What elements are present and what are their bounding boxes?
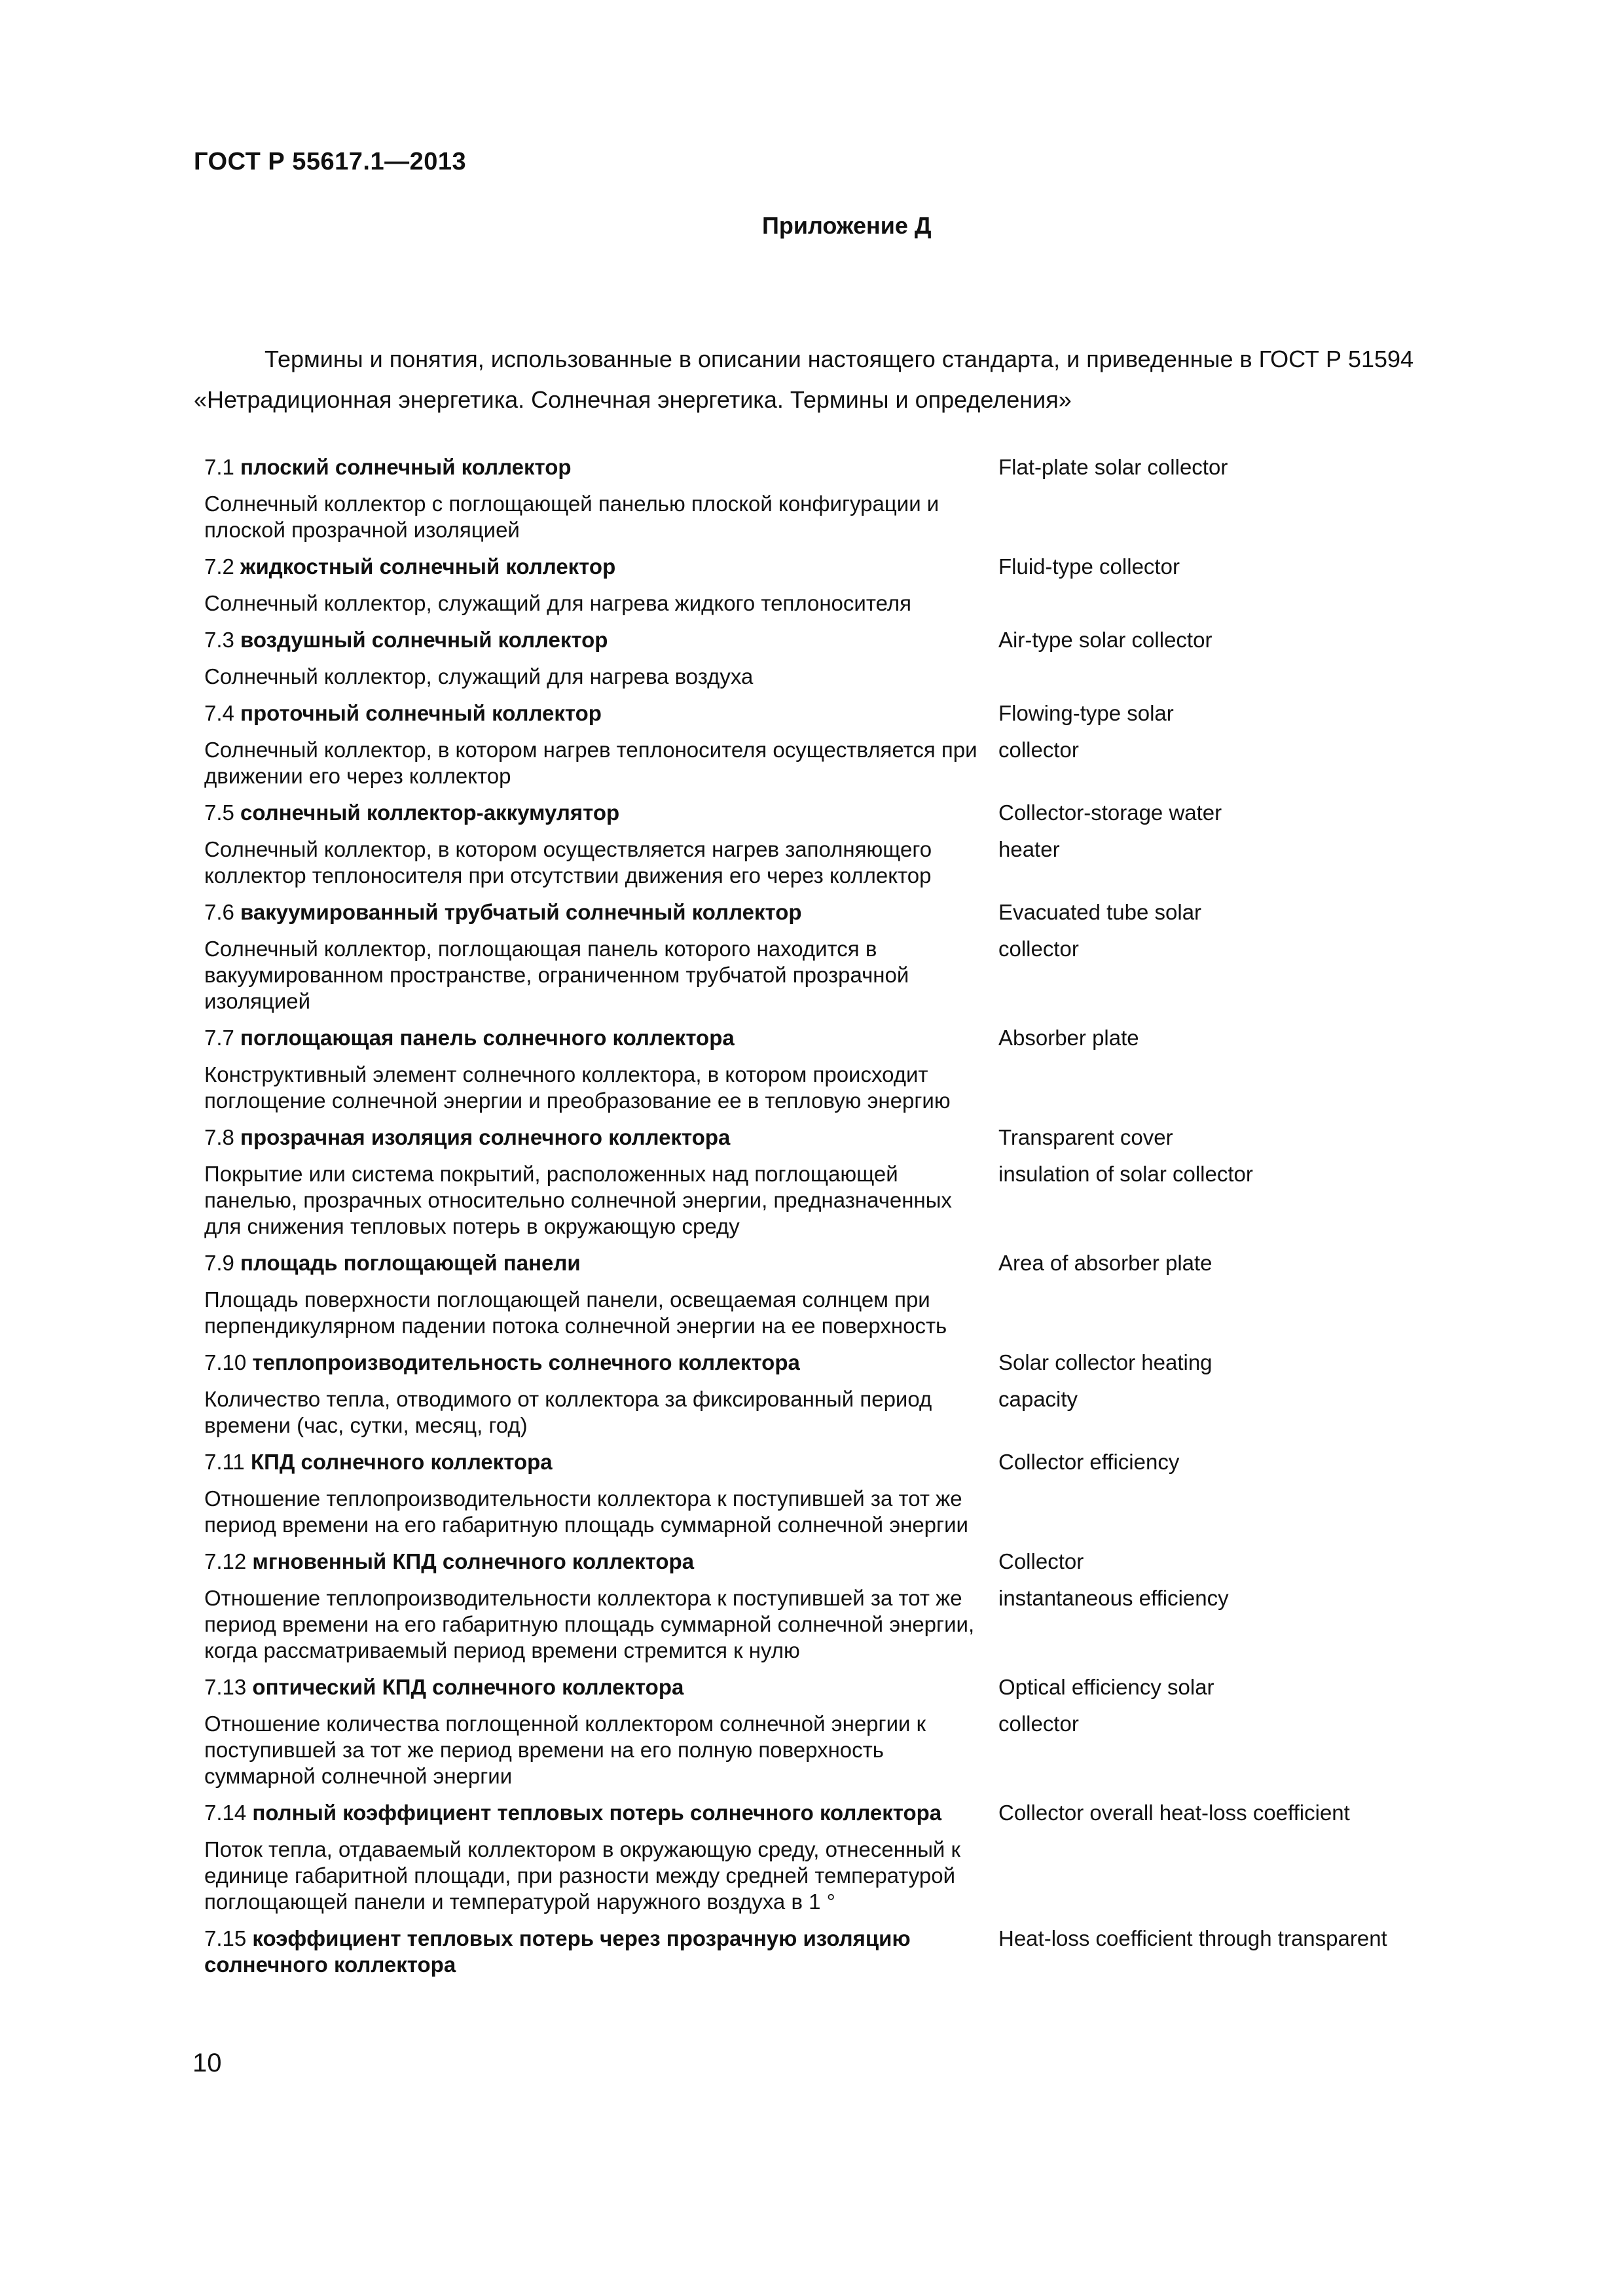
- term-english-continued: heater: [998, 837, 1060, 861]
- term-name: плоский солнечный коллектор: [240, 455, 572, 479]
- term-definition: [204, 1988, 993, 1995]
- term-entry: [204, 1796, 1415, 1922]
- term-definition: Солнечный коллектор, служащий для нагрева жидкого теплоносителя: [204, 591, 911, 615]
- term-definition: Поток тепла, отдаваемый коллектором в окружающую среду, отнесенный к единице габаритной площади, при разности между средней температурой поглощающей панели и температурой наружного воздуха в 1 °: [204, 1837, 960, 1914]
- term-heading: [204, 1445, 993, 1486]
- term-name: площадь поглощающей панели: [240, 1251, 581, 1275]
- appendix-title: Приложение Д: [762, 212, 932, 239]
- term-name: воздушный солнечный коллектор: [240, 628, 608, 652]
- term-heading: [204, 1121, 993, 1161]
- term-english-continued: [998, 1486, 1417, 1545]
- term-heading: [204, 1545, 993, 1585]
- term-english: Collector efficiency: [998, 1450, 1180, 1474]
- term-english: Solar collector heating: [998, 1350, 1213, 1374]
- term-english-continued: [998, 1988, 1417, 1995]
- term-definition: Солнечный коллектор, в котором осуществляется нагрев заполняющего коллектор теплоносителя при отсутствии движения его через коллектор: [204, 837, 932, 888]
- intro-paragraph: Термины и понятия, использованные в описании настоящего стандарта, и приведенные в ГОСТ Р 51594 «Нетрадиционная энергетика. Солнечная энергетика. Термины и определения»: [194, 346, 1414, 413]
- term-entry: [204, 696, 1415, 796]
- term-number: 7.8: [204, 1125, 234, 1149]
- term-definition: Солнечный коллектор, в котором нагрев теплоносителя осуществляется при движении его через коллектор: [204, 738, 977, 788]
- term-heading: [204, 796, 993, 836]
- term-name: оптический КПД солнечного коллектора: [252, 1675, 684, 1699]
- term-name: КПД солнечного коллектора: [250, 1450, 553, 1474]
- term-english: Heat-loss coefficient through transparent: [998, 1926, 1387, 1950]
- document-code: ГОСТ Р 55617.1—2013: [194, 148, 467, 175]
- term-english: Collector overall heat-loss coefficient: [998, 1801, 1350, 1825]
- term-entry: [204, 796, 1415, 895]
- term-english-continued: capacity: [998, 1387, 1078, 1411]
- term-definition: Солнечный коллектор, служащий для нагрева воздуха: [204, 664, 754, 689]
- term-number: 7.11: [204, 1450, 245, 1474]
- term-heading: [204, 1922, 993, 1988]
- term-number: 7.1: [204, 455, 234, 479]
- term-number: 7.13: [204, 1675, 247, 1699]
- term-heading: [204, 895, 993, 936]
- term-english-continued: instantaneous efficiency: [998, 1586, 1229, 1610]
- term-english-continued: [998, 1062, 1417, 1121]
- term-english: Optical efficiency solar: [998, 1675, 1214, 1699]
- term-english-continued: collector: [998, 738, 1079, 762]
- term-english-continued: [998, 1837, 1417, 1922]
- term-name: теплопроизводительность солнечного коллектора: [252, 1350, 800, 1374]
- term-entry: [204, 1445, 1415, 1545]
- term-entry: [204, 623, 1415, 696]
- term-entry: [204, 1021, 1415, 1121]
- term-name: вакуумированный трубчатый солнечный коллектор: [240, 900, 802, 924]
- term-english: Fluid-type collector: [998, 554, 1180, 579]
- term-english: Air-type solar collector: [998, 628, 1213, 652]
- page-number: 10: [192, 2049, 222, 2077]
- term-definition: Конструктивный элемент солнечного коллектора, в котором происходит поглощение солнечной энергии и преобразование ее в тепловую энергию: [204, 1062, 951, 1113]
- term-heading: [204, 1796, 993, 1837]
- term-number: 7.14: [204, 1801, 247, 1825]
- term-number: 7.2: [204, 554, 234, 579]
- term-number: 7.6: [204, 900, 234, 924]
- term-definition: Отношение теплопроизводительности коллектора к поступившей за тот же период времени на его габаритную площадь суммарной солнечной энергии: [204, 1486, 968, 1537]
- term-entry: [204, 550, 1415, 623]
- term-number: 7.4: [204, 701, 234, 725]
- term-english-continued: collector: [998, 937, 1079, 961]
- term-definition: Количество тепла, отводимого от коллектора за фиксированный период времени (час, сутки, месяц, год): [204, 1387, 932, 1437]
- term-number: 7.3: [204, 628, 234, 652]
- term-number: 7.15: [204, 1926, 247, 1950]
- term-entry: [204, 1121, 1415, 1246]
- term-number: 7.9: [204, 1251, 234, 1275]
- term-english: Collector-storage water: [998, 800, 1222, 825]
- term-entry: [204, 1346, 1415, 1445]
- term-name: мгновенный КПД солнечного коллектора: [252, 1549, 695, 1573]
- term-name: проточный солнечный коллектор: [240, 701, 602, 725]
- term-english: Collector: [998, 1549, 1084, 1573]
- term-heading: [204, 1246, 993, 1287]
- term-definition: Покрытие или система покрытий, расположенных над поглощающей панелью, прозрачных относительно солнечной энергии, предназначенных для снижения тепловых потерь в окружающую среду: [204, 1162, 952, 1238]
- term-entry: [204, 1545, 1415, 1670]
- term-number: 7.12: [204, 1549, 247, 1573]
- term-name: прозрачная изоляция солнечного коллектора: [240, 1125, 731, 1149]
- term-heading: [204, 696, 993, 737]
- term-entry: [204, 895, 1415, 1021]
- term-definition: Солнечный коллектор, поглощающая панель которого находится в вакуумированном пространстве, ограниченном трубчатой прозрачной изоляцией: [204, 937, 909, 1013]
- term-english-continued: insulation of solar collector: [998, 1162, 1253, 1186]
- term-english: Transparent cover: [998, 1125, 1173, 1149]
- terms-list: [204, 450, 1415, 1995]
- term-english: Flowing-type solar: [998, 701, 1174, 725]
- term-name: полный коэффициент тепловых потерь солнечного коллектора: [252, 1801, 942, 1825]
- term-heading: [204, 623, 993, 664]
- term-definition: Отношение количества поглощенной коллектором солнечной энергии к поступившей за тот же период времени на его полную поверхность суммарной солнечной энергии: [204, 1712, 926, 1788]
- term-definition: Солнечный коллектор с поглощающей панелью плоской конфигурации и плоской прозрачной изоляцией: [204, 492, 939, 542]
- term-name: солнечный коллектор-аккумулятор: [240, 800, 620, 825]
- term-english-continued: [998, 590, 1417, 623]
- term-definition: Площадь поверхности поглощающей панели, освещаемая солнцем при перпендикулярном падении потока солнечной энергии на ее поверхность: [204, 1287, 947, 1338]
- term-name: жидкостный солнечный коллектор: [240, 554, 616, 579]
- term-definition: Отношение теплопроизводительности коллектора к поступившей за тот же период времени на его габаритную площадь суммарной солнечной энергии, когда рассматриваемый период времени стремится к нулю: [204, 1586, 975, 1662]
- term-number: 7.7: [204, 1026, 234, 1050]
- term-name: поглощающая панель солнечного коллектора: [240, 1026, 735, 1050]
- term-english-continued: [998, 664, 1417, 696]
- term-heading: [204, 550, 993, 590]
- term-heading: [204, 1346, 993, 1386]
- term-entry: [204, 1922, 1415, 1995]
- term-english-continued: collector: [998, 1712, 1079, 1736]
- term-english: Flat-plate solar collector: [998, 455, 1228, 479]
- term-number: 7.10: [204, 1350, 247, 1374]
- term-english: Area of absorber plate: [998, 1251, 1213, 1275]
- term-english-continued: [998, 491, 1417, 550]
- term-heading: [204, 1021, 993, 1062]
- term-english-continued: [998, 1287, 1417, 1346]
- term-english: Absorber plate: [998, 1026, 1139, 1050]
- term-entry: [204, 1670, 1415, 1796]
- term-heading: [204, 1670, 993, 1711]
- term-heading: [204, 450, 993, 491]
- term-entry: [204, 450, 1415, 550]
- term-entry: [204, 1246, 1415, 1346]
- term-english: Evacuated tube solar: [998, 900, 1202, 924]
- term-name: коэффициент тепловых потерь через прозрачную изоляцию солнечного коллектора: [204, 1926, 911, 1977]
- term-number: 7.5: [204, 800, 234, 825]
